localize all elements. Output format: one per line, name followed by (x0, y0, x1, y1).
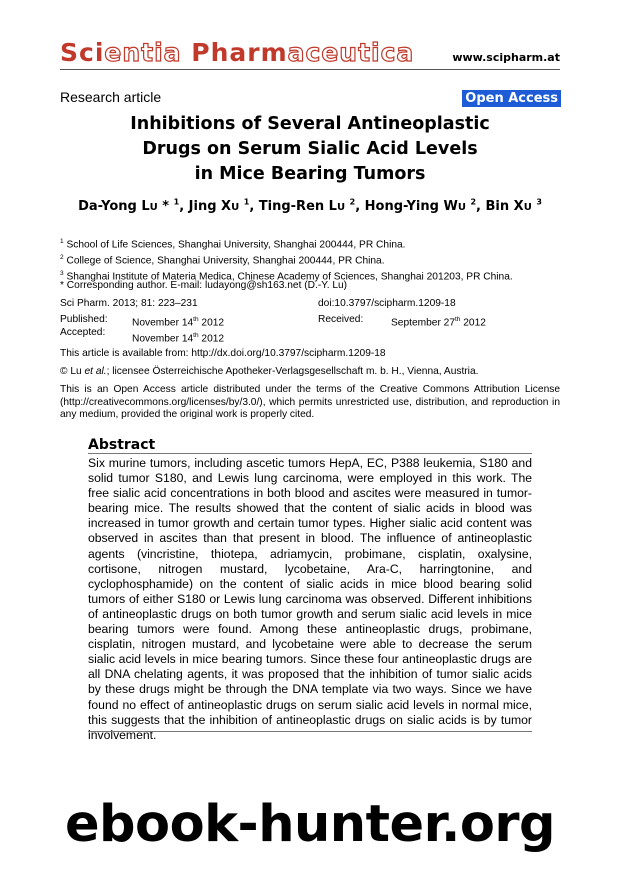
date-post: 2012 (460, 317, 486, 329)
published-date (132, 314, 224, 330)
author-name: Jing X (188, 199, 232, 215)
logo-part1: Sci (60, 38, 105, 67)
logo-part4: aceutica (287, 38, 415, 67)
date-labels (60, 314, 108, 339)
copyright-post: ; licensee Österreichische Apotheker-Verlagsgesellschaft m. b. H., Vienna, Austria. (106, 366, 479, 377)
date-post: 2012 (198, 333, 225, 345)
affiliation (60, 252, 513, 268)
author (259, 199, 365, 214)
author-surname-tail: U (523, 202, 532, 214)
date-pre: September 27 (391, 317, 455, 329)
author (365, 199, 486, 214)
author-surname-tail: U (231, 202, 240, 214)
copyright-pre: © Lu (60, 366, 85, 377)
abstract-body: Six murine tumors, including ascetic tumors HepA, EC, P388 leukemia, S180 and solid tumor S180, and Lewis lung carcinoma, were employed in this work. The free sialic acid concentrations in both blood and ascites were measured in tumor-bearing mice. The results showed that the content of sialic acids in blood was increased in tumor growth and certain tumor types. Higher sialic acid content was observed in ascites than that present in blood. The influence of antineoplastic agents (vincristine, thiotepa, adriamycin, probimane, cisplatin, oxalysine, cortisone, nitrogen mustard, lycobetaine, Ara-C, harringtonine, and cyclophosphamide) on the content of sialic acids in mice blood bearing solid tumors of either S180 or Lewis lung carcinoma was observed. Different inhibitions of antineoplastic drugs on both tumor growth and serum sialic acid levels in mice bearing tumors were found. Among these antineoplastic drugs, probimane, cisplatin, nitrogen mustard, and lycobetaine were able to decrease the serum sialic acid levels in mice bearing tumors. Since these four antineoplastic drugs are all DNA chelating agents, it was proposed that the inhibition of tumor sialic acids by these drugs might be through the DNA template via two ways. Since we have found no effect of antineoplastic drugs on serum sialic acid levels in normal mice, this suggests that the inhibition of antineoplastic drugs on sialic acids is by tumor involvement. (88, 456, 532, 742)
open-access-badge: Open Access (462, 90, 561, 107)
corresponding-author: * Corresponding author. E-mail: ludayong@sh163.net (D.-Y. Lu) (60, 280, 348, 291)
author-sep: , (179, 199, 189, 215)
abstract-top-rule (88, 453, 532, 454)
availability-note: This article is available from: http://dx.doi.org/10.3797/scipharm.1209-18 (60, 348, 386, 359)
author (78, 199, 189, 214)
author-name: Bin X (485, 199, 524, 215)
author-name: Ting-Ren L (258, 199, 337, 215)
affiliation-num: 1 (60, 238, 64, 245)
abstract-bottom-rule (88, 731, 532, 732)
license-text: This is an Open Access article distributed under the terms of the Creative Commons Attribution License (http://creativecommons.org/licenses/by/3.0/), which permits unrestricted use, distribution, and reproduction in any medium, provided the original work is properly cited. (60, 384, 560, 420)
doi[interactable]: doi:10.3797/scipharm.1209-18 (318, 298, 456, 309)
citation: Sci Pharm. 2013; 81: 223–231 (60, 298, 198, 309)
article-type: Research article (60, 89, 162, 105)
copyright-em: et al. (84, 366, 107, 377)
title-line-1: Inhibitions of Several Antineoplastic (130, 114, 490, 134)
accepted-label: Accepted: (60, 326, 106, 338)
date-sup: th (193, 331, 199, 339)
title-line-3: in Mice Bearing Tumors (194, 164, 426, 184)
author-affil-sup: 1 (243, 198, 250, 207)
date-pre: November 14 (132, 333, 194, 345)
author-name: Da-Yong L (78, 199, 150, 215)
affiliation-text: Shanghai Institute of Materia Medica, Chinese Academy of Sciences, Shanghai 201203, PR China. (63, 271, 513, 283)
author-affil-sup: 2 (470, 198, 477, 207)
received-label: Received: (318, 314, 364, 325)
affiliation-text: School of Life Sciences, Shanghai University, Shanghai 200444, PR China. (63, 239, 406, 251)
author-sep: , (476, 199, 486, 215)
watermark-text: ebook-hunter.org (64, 795, 556, 854)
title-line-2: Drugs on Serum Sialic Acid Levels (142, 139, 478, 159)
journal-logo (60, 38, 414, 67)
author-surname-tail: U (336, 202, 346, 214)
accepted-date (132, 330, 224, 346)
author-list (60, 198, 560, 214)
affiliation-num: 2 (60, 253, 64, 261)
date-pre: November 14 (132, 317, 194, 329)
abstract-heading: Abstract (88, 437, 156, 453)
received-date (391, 314, 486, 330)
logo-part2: entia (104, 38, 192, 67)
affiliation (60, 236, 513, 252)
author-sep: , (355, 199, 365, 215)
date-post: 2012 (198, 317, 225, 329)
author (189, 199, 259, 214)
author-affil-sup: 3 (536, 198, 542, 207)
affiliation-text: College of Science, Shanghai University, Shanghai 200444, PR China. (63, 255, 385, 267)
logo-part3: Pharm (191, 38, 288, 67)
author-affil-sup: 1 (173, 198, 180, 207)
author-name: Hong-Ying W (364, 199, 458, 215)
date-values (132, 314, 224, 346)
author-surname-tail: U (149, 202, 158, 214)
author-mark: * (157, 199, 174, 215)
author-surname-tail: U (457, 202, 466, 214)
author-affil-sup: 2 (349, 198, 356, 207)
copyright-note (60, 366, 478, 379)
header-divider (60, 69, 560, 70)
affiliations (60, 236, 513, 284)
article-title (60, 112, 560, 187)
date-sup: th (455, 316, 461, 323)
affiliation-num: 3 (60, 269, 64, 277)
author (486, 199, 542, 214)
published-label: Published: (60, 314, 108, 325)
date-sup: th (193, 316, 199, 323)
website-link[interactable]: www.scipharm.at (452, 51, 560, 64)
author-sep: , (249, 199, 259, 215)
